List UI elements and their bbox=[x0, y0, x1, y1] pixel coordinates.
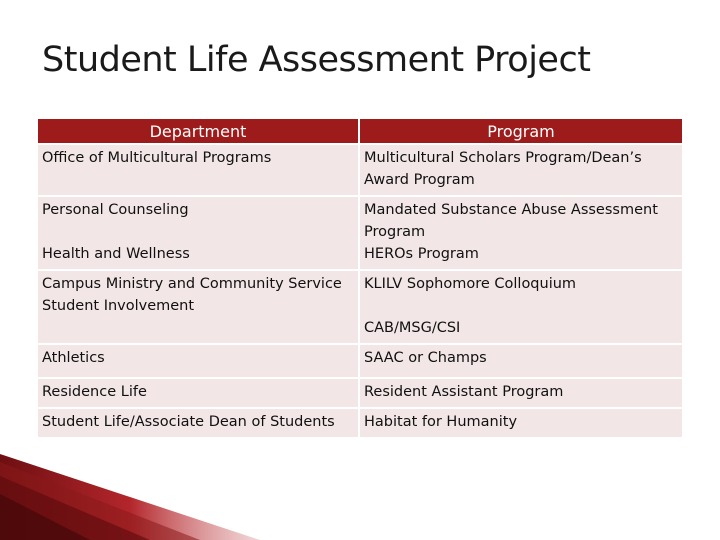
corner-decoration bbox=[0, 454, 260, 540]
program-cell: Resident Assistant Program bbox=[360, 379, 682, 407]
column-header-program: Program bbox=[360, 119, 682, 143]
page-title: Student Life Assessment Project bbox=[42, 40, 591, 80]
program-cell-text: KLILV Sophomore Colloquium bbox=[364, 276, 577, 292]
department-cell: Residence Life bbox=[38, 379, 358, 407]
department-cell-text: Personal Counseling bbox=[42, 202, 189, 218]
table-row bbox=[38, 197, 682, 269]
department-cell-text: Campus Ministry and Community Service bbox=[42, 276, 342, 292]
department-cell bbox=[38, 271, 358, 343]
program-cell-text: CAB/MSG/CSI bbox=[364, 320, 461, 336]
program-cell: Habitat for Humanity bbox=[360, 409, 682, 437]
department-cell-text: Student Involvement bbox=[42, 298, 195, 314]
program-cell-text: Mandated Substance Abuse Assessment Program bbox=[364, 202, 658, 240]
program-cell: Multicultural Scholars Program/Dean’s Award Program bbox=[360, 145, 682, 195]
table-header-row bbox=[38, 119, 682, 143]
department-cell: Office of Multicultural Programs bbox=[38, 145, 358, 195]
table-row bbox=[38, 345, 682, 377]
table-row bbox=[38, 379, 682, 407]
program-cell: SAAC or Champs bbox=[360, 345, 682, 377]
department-cell: Athletics bbox=[38, 345, 358, 377]
program-cell bbox=[360, 271, 682, 343]
table-row bbox=[38, 409, 682, 437]
program-cell bbox=[360, 197, 682, 269]
assessment-table bbox=[36, 117, 684, 439]
program-cell-text: HEROs Program bbox=[364, 246, 479, 262]
column-header-department: Department bbox=[38, 119, 358, 143]
department-cell-text: Health and Wellness bbox=[42, 246, 190, 262]
table-row bbox=[38, 145, 682, 195]
department-cell bbox=[38, 197, 358, 269]
table-row bbox=[38, 271, 682, 343]
department-cell: Student Life/Associate Dean of Students bbox=[38, 409, 358, 437]
